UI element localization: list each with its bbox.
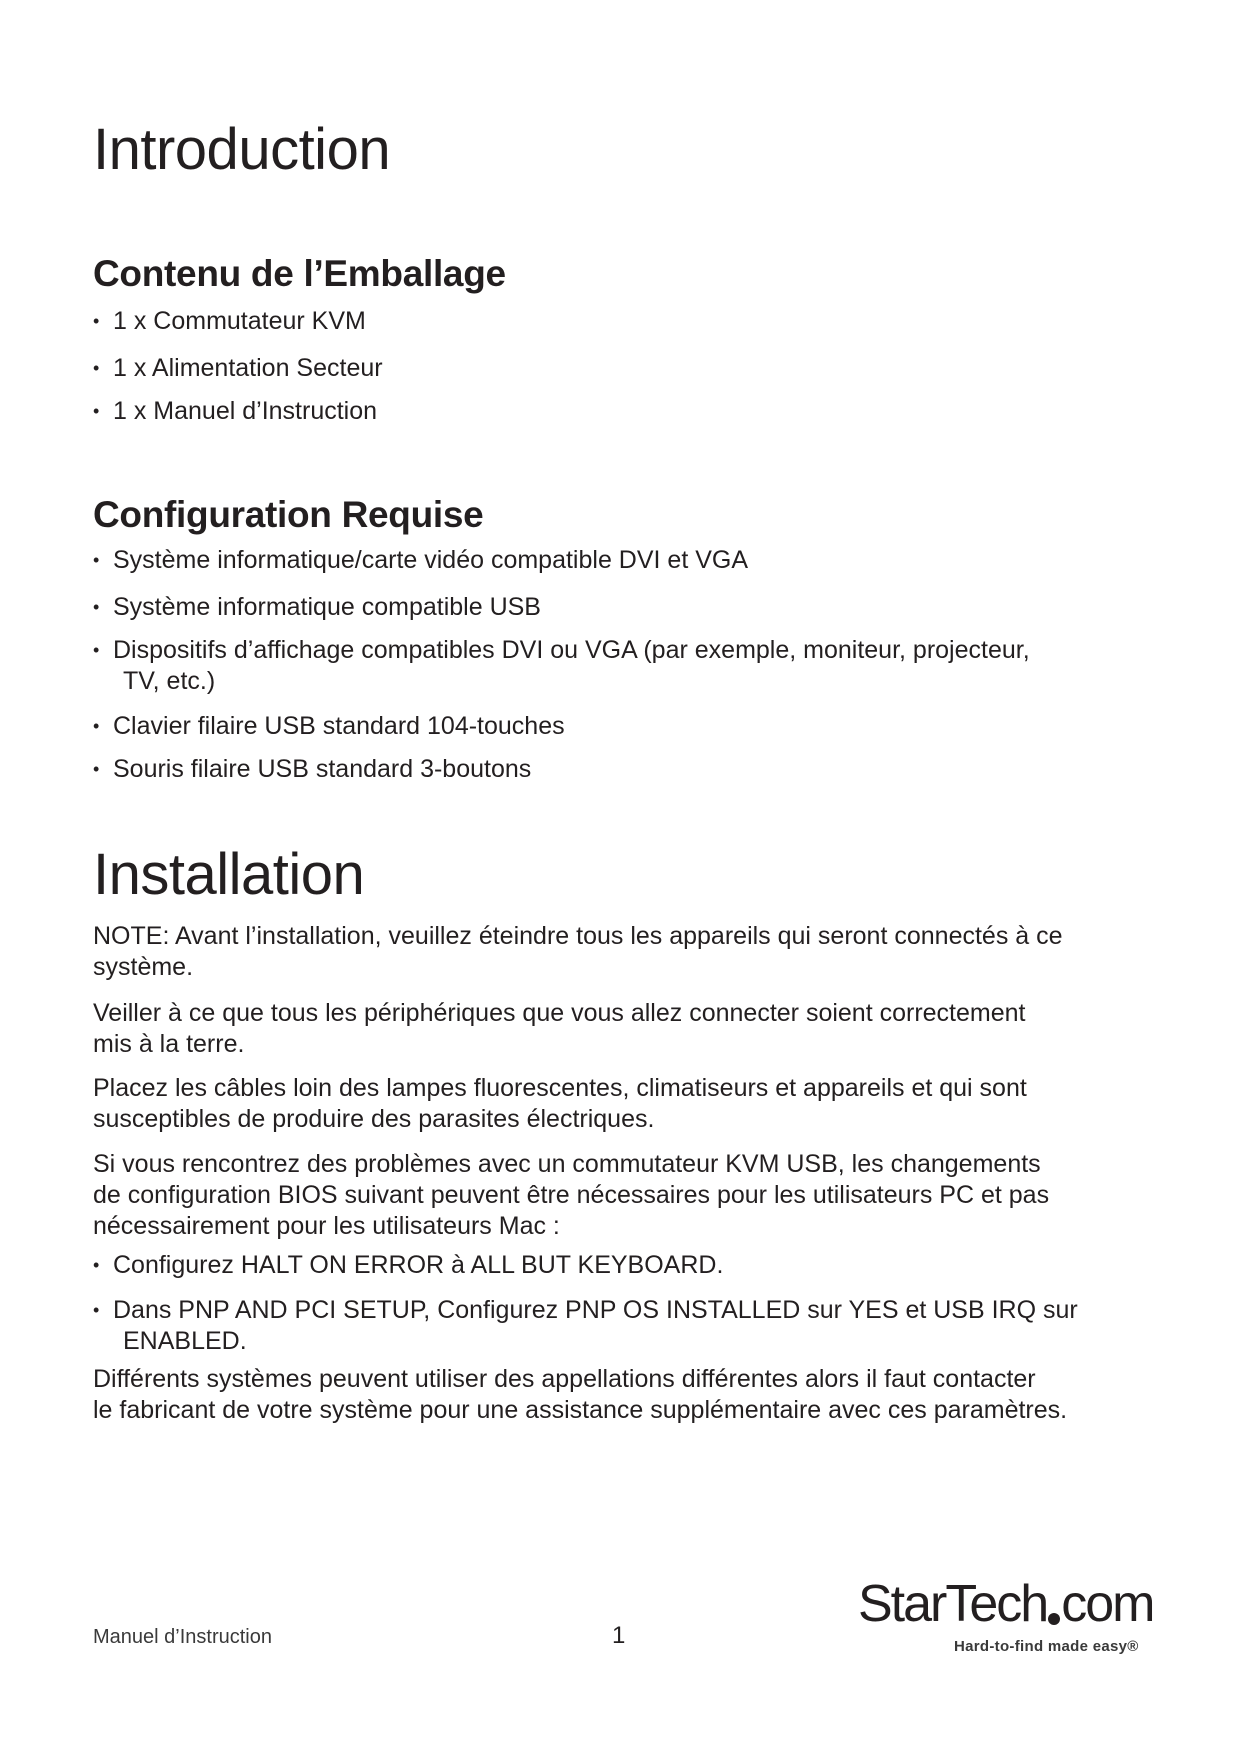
installation-body: [93, 921, 1153, 1426]
startech-logo: [858, 1575, 1158, 1658]
list-item: • Dans PNP AND PCI SETUP, Configurez PNP OS INSTALLED sur YES et USB IRQ sur ENABLED.: [93, 1295, 1153, 1357]
systems-paragraph: Différents systèmes peuvent utiliser des appellations différentes alors il faut contacter le fabricant de votre système pour une assistance supplémentaire avec ces paramètres.: [93, 1365, 1068, 1424]
list-item: • 1 x Alimentation Secteur: [93, 353, 1153, 384]
logo-domain: com: [1061, 1575, 1154, 1633]
page-number: 1: [612, 1622, 626, 1649]
cables-paragraph: Placez les câbles loin des lampes fluorescentes, climatiseurs et appareils et qui sont susceptibles de produire des parasites électriques.: [93, 1074, 1027, 1133]
list-item: • 1 x Manuel d’Instruction: [93, 396, 1153, 427]
note-paragraph: NOTE: Avant l’installation, veuillez éteindre tous les appareils qui seront connectés à ce système.: [93, 922, 1063, 981]
list-item: • 1 x Commutateur KVM: [93, 306, 1153, 337]
intro-title: Introduction: [93, 117, 391, 182]
footer-manual-label: Manuel d’Instruction: [93, 1626, 272, 1648]
list-item: • Dispositifs d’affichage compatibles DVI ou VGA (par exemple, moniteur, projecteur, TV, etc.): [93, 635, 1153, 697]
grounding-paragraph: Veiller à ce que tous les périphériques que vous allez connecter soient correctement mis à la terre.: [93, 999, 1026, 1058]
bios-paragraph: Si vous rencontrez des problèmes avec un commutateur KVM USB, les changements de configuration BIOS suivant peuvent être nécessaires pour les utilisateurs PC et pas nécessairement pour les utilisateurs Mac :: [93, 1150, 1050, 1240]
list-item: • Clavier filaire USB standard 104-touches: [93, 711, 1153, 742]
logo-tagline: Hard-to-find made easy®: [954, 1638, 1139, 1655]
list-item: • Système informatique/carte vidéo compatible DVI et VGA: [93, 545, 1153, 576]
package-heading: Contenu de l’Emballage: [93, 253, 506, 294]
installation-title: Installation: [93, 842, 365, 907]
list-item: • Système informatique compatible USB: [93, 592, 1153, 623]
logo-wordmark: StarTech: [858, 1575, 1048, 1633]
bios-list: [93, 1250, 1153, 1357]
package-list: [93, 306, 1153, 427]
requirements-list: [93, 545, 1153, 785]
logo-dot-icon: [1048, 1613, 1060, 1625]
requirements-heading: Configuration Requise: [93, 494, 484, 535]
list-item: • Configurez HALT ON ERROR à ALL BUT KEYBOARD.: [93, 1250, 1153, 1281]
list-item: • Souris filaire USB standard 3-boutons: [93, 754, 1153, 785]
